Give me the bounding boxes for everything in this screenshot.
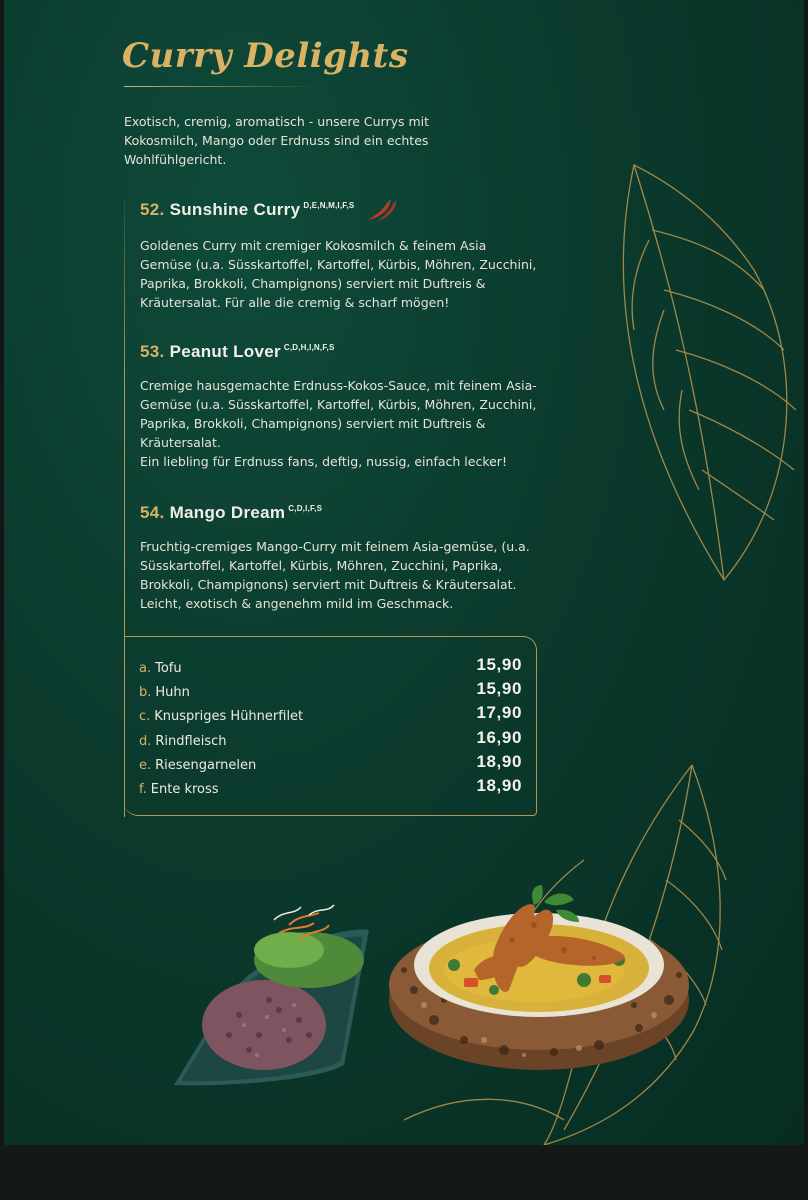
price-list-box [124,636,537,816]
option-letter: a. [139,661,152,676]
dish-item-mango-dream [140,503,540,613]
option-price: 18,90 [476,752,522,771]
option-price: 16,90 [476,728,522,747]
option-price: 15,90 [476,655,522,674]
option-letter: b. [139,685,152,700]
dish-name: Peanut Lover [169,342,281,361]
price-row [139,778,522,798]
option-price: 18,90 [476,776,522,795]
dish-description: Goldenes Curry mit cremiger Kokosmilch & feinem Asia Gemüse (u.a. Süsskartoffel, Kartoffel, Kürbis, Möhren, Zucchini, Paprika, Brokkoli, Champignons) serviert mit Duftreis & Kräutersalat. Für alle die cremig & scharf mögen! [140,238,537,310]
price-row [139,754,522,774]
dish-item-sunshine-curry [140,200,540,312]
option-letter: d. [139,734,152,749]
page-title: Curry Delights [122,36,409,76]
option-letter: e. [139,758,152,773]
dish-number: 52. [140,200,165,219]
allergen-codes: C,D,H,I,N,F,S [283,343,335,353]
dish-name: Mango Dream [169,503,286,522]
option-label: Ente kross [150,782,219,797]
option-label: Huhn [155,685,190,700]
dish-title [140,342,540,362]
option-letter: c. [139,709,151,724]
dish-description: Fruchtig-cremiges Mango-Curry mit feinem Asia-gemüse, (u.a. Süsskartoffel, Kartoffel, Kürbis, Möhren, Zucchini, Paprika, Brokkoli, Champignons) serviert mit Duftreis & Kräutersalat. Leicht, exotisch & angenehm mild im Geschmack. [140,539,530,611]
option-label: Riesengarnelen [155,758,257,773]
option-label: Knuspriges Hühnerfilet [154,709,304,724]
option-price: 17,90 [476,703,522,722]
dish-item-peanut-lover [140,342,540,471]
section-divider-line [124,200,125,640]
allergen-codes: C,D,I,F,S [288,504,323,514]
option-price: 15,90 [476,679,522,698]
option-label: Rindfleisch [155,734,227,749]
title-underline [124,86,319,87]
price-row [139,657,522,677]
curry-bowl-image [384,880,694,1075]
option-letter: f. [139,782,147,797]
dish-description-text: Cremige hausgemachte Erdnuss-Kokos-Sauce, mit feinem Asia-Gemüse (u.a. Süsskartoffel, Kartoffel, Kürbis, Möhren, Zucchini, Paprika, Brokkoli, Champignons) serviert mit Duftreis & Kräutersalat. [140,378,537,450]
dish-tagline: Ein liebling für Erdnuss fans, deftig, nussig, einfach lecker! [140,454,507,469]
dish-number: 54. [140,503,165,522]
rice-salad-plate-image [169,895,379,1095]
leaf-outline-decoration-top [604,160,804,590]
price-row [139,681,522,701]
dish-name: Sunshine Curry [169,200,301,219]
menu-page [4,0,804,1145]
price-row [139,705,522,725]
dish-number: 53. [140,342,165,361]
dish-title [140,503,540,523]
intro-text: Exotisch, cremig, aromatisch - unsere Currys mit Kokosmilch, Mango oder Erdnuss sind ein echtes Wohlfühlgericht. [124,114,430,167]
allergen-codes: D,E,N,M,I,F,S [303,201,355,211]
dish-title [140,200,540,222]
price-row [139,730,522,750]
option-label: Tofu [155,661,182,676]
dish-description [140,376,540,471]
bottom-band [0,1145,808,1200]
chili-peppers-icon [363,200,397,222]
